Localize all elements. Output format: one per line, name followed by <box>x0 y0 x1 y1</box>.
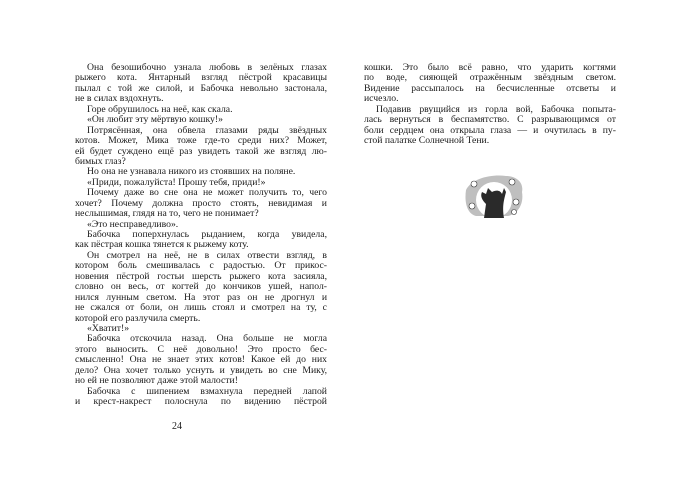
text-line: Но она не узнавала никого из стоявших на поляне. <box>87 166 296 178</box>
text-line: боли сердцем она открыла глаза — и очутилась в пу- <box>364 124 616 136</box>
text-line: Он смотрел на неё, не в силах отвести взгляд, в <box>87 249 327 261</box>
text-line: исчезло. <box>364 93 399 105</box>
text-line: не сжался от боли, он лишь стоял и смотрел на ту, с <box>75 302 327 314</box>
text-line: лась вернуться в беспамятство. С разрывающимся от <box>364 114 616 126</box>
text-line: Бабочка отскочила назад. Она больше не могла <box>87 333 327 345</box>
text-line: «Приди, пожалуйста! Прошу тебя, приди!» <box>87 176 266 188</box>
text-line: нился лунным светом. На этот раз он не дрогнул и <box>75 291 327 303</box>
text-line: Видение рассыпалось на бесчисленные отсветы и <box>364 82 616 94</box>
text-line: «Он любит эту мёртвую кошку!» <box>87 114 223 126</box>
howling-cat-moon-icon <box>462 170 526 224</box>
text-line: Горе обрушилось на неё, как скала. <box>87 103 233 115</box>
text-line: и крест-накрест полоснула по видению пёстрой <box>75 396 327 407</box>
text-line: котов. Может, Мика тоже где-то среди них? Может, <box>75 135 327 147</box>
text-line: хочет? Почему должна просто стоять, невидимая и <box>75 197 327 209</box>
text-line: новения пёстрой гостьи шерсть рыжего кота засияла, <box>75 270 327 282</box>
right-page-text <box>364 63 616 147</box>
text-line: Почему даже во сне она не может получить то, чего <box>87 187 327 199</box>
text-line: кошки. Это было всё равно, что ударить когтями <box>364 62 616 73</box>
text-line: Бабочка с шипением взмахнула передней лапой <box>87 385 327 397</box>
text-line: этого выносить. С неё довольно! Это просто бес- <box>75 343 327 355</box>
text-line: словно он весь, от когтей до кончиков ушей, напол- <box>75 281 327 293</box>
text-line: ей будет суждено ещё раз увидеть такой же взгляд лю- <box>75 145 327 157</box>
text-line: по воде, сияющей отражённым звёздным светом. <box>364 72 616 84</box>
text-line: смысленно! Она не знает этих котов! Какое ей до них <box>75 354 327 366</box>
page-number: 24 <box>172 421 182 432</box>
text-line: стой палатке Солнечной Тени. <box>364 135 490 147</box>
text-line: бимых глаз? <box>75 155 126 167</box>
text-line: как пёстрая кошка тянется к рыжему коту. <box>75 239 249 251</box>
text-line: котором боль смешивалась с радостью. От прикос- <box>75 260 327 272</box>
text-line: Потрясённая, она обвела глазами ряды звёздных <box>87 124 327 136</box>
text-line: неслышимая, глядя на то, чего не понимает? <box>75 208 259 220</box>
text-line: Она безошибочно узнала любовь в зелёных глазах <box>87 62 327 73</box>
text-line: Бабочка поперхнулась рыданием, когда увидела, <box>87 229 327 240</box>
text-line: которой его разлучила смерть. <box>75 312 201 324</box>
text-line: пылал с той же силой, и Бабочка невольно застонала, <box>75 82 327 94</box>
text-line: не в силах вздохнуть. <box>75 93 164 105</box>
text-line: «Хватит!» <box>87 322 130 334</box>
text-line: рыжего кота. Янтарный взгляд пёстрой красавицы <box>75 72 327 84</box>
text-line: «Это несправедливо». <box>87 218 179 230</box>
text-line: Подавив рвущийся из горла вой, Бабочка попыта- <box>376 103 616 115</box>
text-line: но ей не позволяют даже этой малости! <box>75 375 238 387</box>
text-line: дело? Она хочет только уснуть и увидеть во сне Мику, <box>75 364 327 376</box>
left-page-text <box>75 63 327 407</box>
